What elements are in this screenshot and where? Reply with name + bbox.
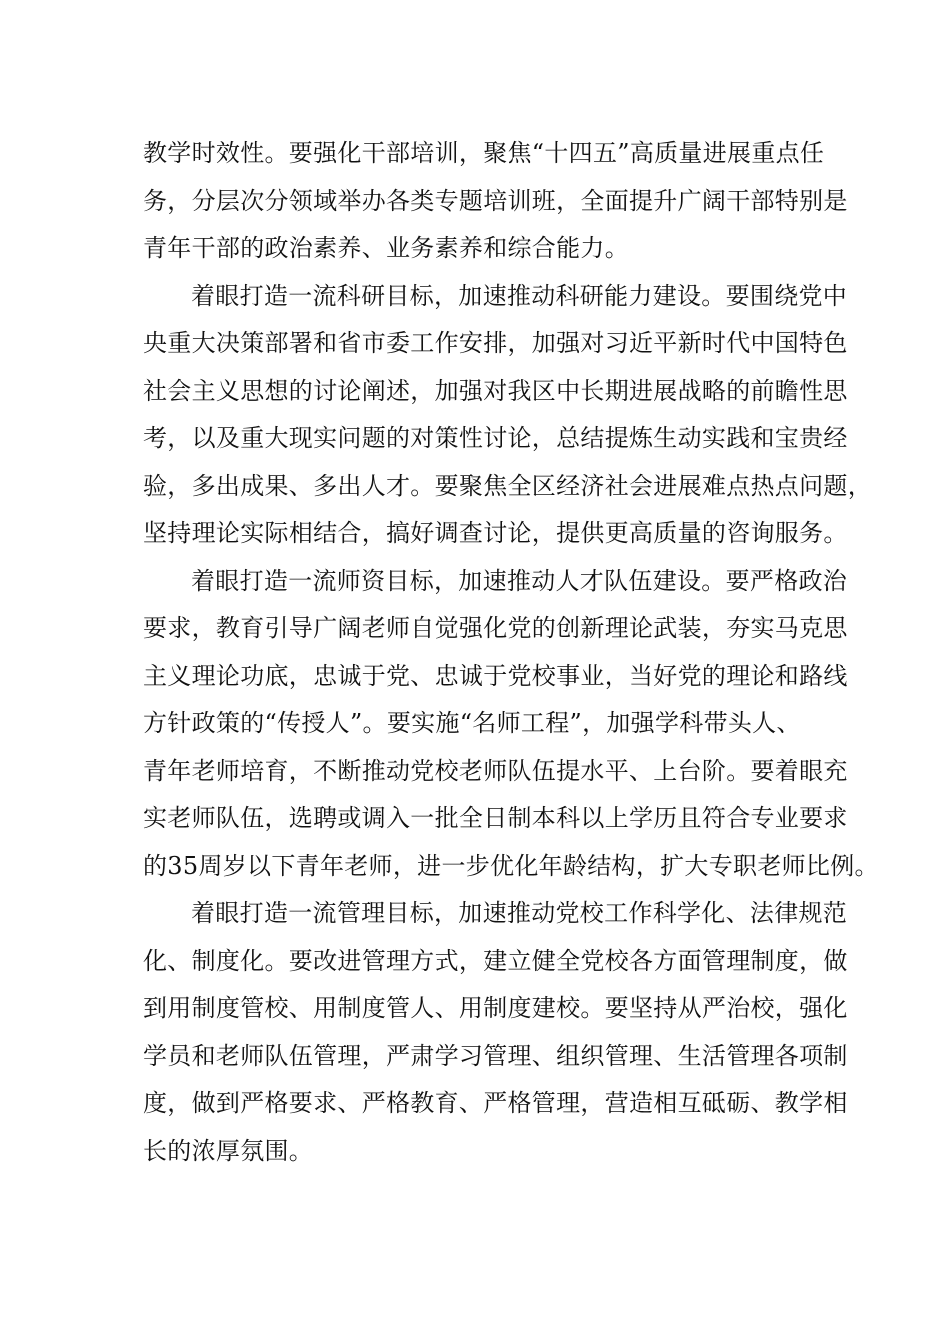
paragraph-2 (143, 273, 872, 558)
text-line: 青年老师培育，不断推动党校老师队伍提水平、上台阶。要着眼充 (143, 756, 848, 785)
text-line: 方针政策的“传授人”。要实施“名师工程”，加强学科带头人、 (143, 709, 801, 737)
text-line: 化、制度化。要改进管理方式，建立健全党校各方面管理制度，做 (143, 946, 848, 975)
text-line: 主义理论功底，忠诚于党、忠诚于党校事业，当好党的理论和路线 (143, 661, 848, 690)
text-line: 社会主义思想的讨论阐述，加强对我区中长期进展战略的前瞻性思 (143, 376, 848, 405)
text-line: 教学时效性。要强化干部培训，聚焦“十四五”高质量进展重点任 (143, 139, 825, 167)
text-line: 央重大决策部署和省市委工作安排，加强对习近平新时代中国特色 (143, 329, 848, 357)
text-line: 度，做到严格要求、严格教育、严格管理，营造相互砥砺、教学相 (143, 1089, 848, 1117)
text-line: 的35周岁以下青年老师，进一步优化年龄结构，扩大专职老师比例。 (143, 851, 879, 880)
text-line: 到用制度管校、用制度管人、用制度建校。要坚持从严治校，强化 (143, 994, 848, 1022)
text-line: 实老师队伍，选聘或调入一批全日制本科以上学历且符合专业要求 (143, 804, 848, 832)
paragraph-3 (143, 558, 879, 891)
text-line: 验，多出成果、多出人才。要聚焦全区经济社会进展难点热点问题， (143, 471, 872, 500)
text-line: 着眼打造一流师资目标，加速推动人才队伍建设。要严格政治 (191, 566, 848, 595)
document-body (143, 130, 879, 1175)
text-line: 考，以及重大现实问题的对策性讨论，总结提炼生动实践和宝贵经 (143, 424, 848, 452)
text-line: 长的浓厚氛围。 (143, 1136, 314, 1165)
text-line: 坚持理论实际相结合，搞好调查讨论，提供更高质量的咨询服务。 (143, 519, 848, 547)
text-line: 着眼打造一流管理目标，加速推动党校工作科学化、法律规范 (191, 899, 848, 927)
paragraph-4 (143, 890, 848, 1175)
text-line: 学员和老师队伍管理，严肃学习管理、组织管理、生活管理各项制 (143, 1041, 848, 1070)
text-line: 务，分层次分领域举办各类专题培训班，全面提升广阔干部特别是 (143, 186, 848, 215)
text-line: 青年干部的政治素养、业务素养和综合能力。 (143, 234, 629, 262)
paragraph-1 (143, 130, 848, 273)
text-line: 要求，教育引导广阔老师自觉强化党的创新理论武装，夯实马克思 (143, 614, 848, 642)
text-line: 着眼打造一流科研目标，加速推动科研能力建设。要围绕党中 (191, 281, 848, 310)
